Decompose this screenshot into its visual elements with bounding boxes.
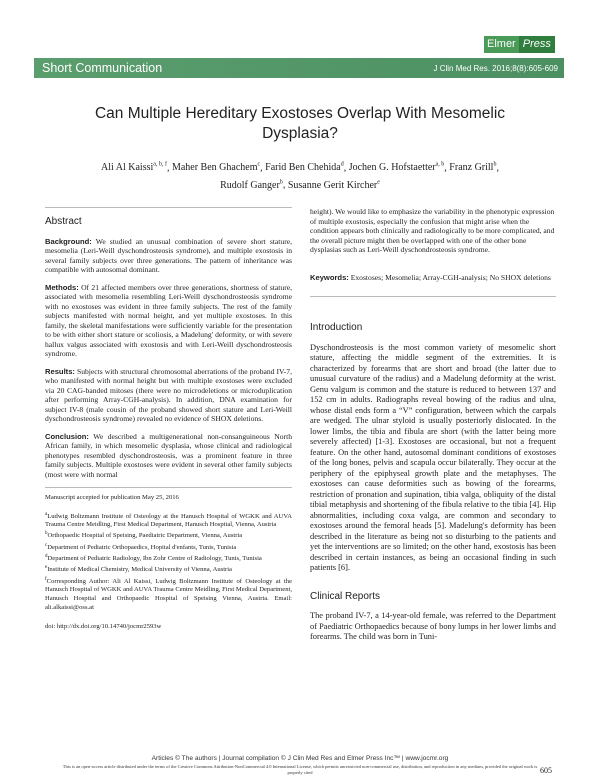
abstract-divider [45, 207, 292, 208]
journal-citation: J Clin Med Res. 2016;8(8):605-609 [433, 63, 558, 73]
affiliation: $^f$Corresponding Author: Ali Al Kaissi, Ludwig Boltzmann Institute of Osteology at the Hanusch Hospital of WGKK and AUVA Trauma Centre Meidling, First Medical Department, Hanusch Hospital and Orthopaedic Hospital of Speising Vienna, Austria. Email: ali.alkaissi@oss.at [45, 576, 292, 611]
affiliation: $^b$Orthopaedic Hospital of Speising, Paediatric Department, Vienna, Austria [45, 531, 243, 540]
author: Jochen G. Hofstaetter$^{a, b}$ [348, 162, 445, 174]
article-type: Short Communication [42, 61, 163, 75]
abstract-continuation: height). We would like to emphasize the variability in the phenotypic expression of multiple exostosis, especially the confusion that might arise when the condition appears both clinically and radiologically to be more complicated, and the overall picture might then be overlapped with one of the other bone dysplasias such as Leri-Weill dyschondrosteosis syndrome. [310, 207, 555, 254]
logo-part1: Elmer [484, 36, 519, 53]
author: Rudolf Ganger$^b$ [220, 179, 283, 191]
author: Susanne Gerit Kircher$^e$ [287, 179, 380, 191]
left-column [45, 207, 292, 632]
introduction-text: Dyschondrosteosis is the most common variety of mesomelic short stature, affecting the middle segment of the extremities. It is characterized by forearms that are short and broad (the latter due to unusual curvature of the radius) and a Madelung deformity at the wrist. Genu valgum is common and the stature is reduced to between 137 and 152 cm in adults. Radiographs reveal bowing of the radius and ulna, whose distal ends form a “V” configuration, between which the carpals are wedged. The ulnar styloid is usually posteriorly dislocated. In the lower limbs, the tibia and fibula are short (with the latter being more severely affected) [1-3]. Exostoses are occasional, but not a frequent feature. On the other hand, autosomal dominant conditions of exostoses of the long bones, pelvis and scapula occur bilaterally. They occur at the periphery of the epiphyseal growth plate and the metaphyses. The exostoses can cause deformities such as bowing of the forearms, restriction of pronation and supination, tibia valga, obliquity of the distal tibial metaphysis and shortening of the fibula relative to the tibia [4]. Hip abnormalities, including coxa valga, are common and secondary to exostoses around the femoral heads [5]. Madelung's deformity has been described in the literature as being not so disturbing to the patients and yet the interventions are so limited; on the other hand, exostosis has been described in certain instances, as being an occasional finding in such patients [6]. [310, 342, 556, 572]
manuscript-accepted: Manuscript accepted for publication May 25, 2016 [45, 487, 292, 503]
article-type-banner [34, 58, 564, 78]
right-column [310, 207, 556, 643]
author: Farid Ben Chehida$^d$ [265, 162, 344, 174]
abstract-background: Background: We studied an unusual combination of severe short stature, mesomelia (Leri-Weill dyschondrosteosis syndrome), and multiple exostosis in several family subjects over three generations. The pattern of inheritance was compatible with autosomal dominant. [45, 236, 292, 274]
author: Maher Ben Ghachem$^c$ [171, 162, 261, 174]
abstract-conclusion: Conclusion: We described a multigenerational non-consanguineous North African family, in which mesomelic dysplasia, whose clinical and radiological phenotypes resembled dyschondrosteosis, was a prominent feature in three family subjects. Multiple exostoses were evident in several other family subjects (most were with normal [45, 431, 292, 479]
clinical-reports-text: The proband IV-7, a 14-year-old female, was referred to the Department of Paediatric Orthopaedics because of bony lumps in her lower limbs and forearms. The child was born in Tuni- [310, 611, 556, 641]
logo-part2: Press [519, 36, 555, 53]
footer-license: This is an open-access article distributed under the terms of the Creative Commons Attribution-NonCommercial 4.0 International License, which permits unrestricted non-commercial use, distribution, and reproduction in any medium, provided the original work is properly cited [62, 764, 538, 775]
doi-link[interactable]: doi: http://dx.doi.org/10.14740/jocmr2593w [45, 623, 162, 631]
author: Franz Grill$^b$ [449, 162, 497, 174]
author-list: Ali Al Kaissi$^{a, b, f}$, Maher Ben Ghachem$^c$, Farid Ben Chehida$^d$, Jochen G. Hofstaetter$^{a, b}$, Franz Grill$^b$, Rudolf Ganger$^b$, Susanne Gerit Kircher$^e$ [101, 162, 499, 191]
affiliation: $^c$Department of Pediatric Orthopaedics, Hopital d'enfants, Tunis, Tunisia [45, 542, 237, 551]
publisher-logo [484, 36, 555, 53]
page-footer [60, 755, 540, 776]
affiliation: $^d$Department of Pediatric Radiology, Ibn Zohr Centre of Radiology, Tunis, Tunisia [45, 554, 262, 563]
keywords: Keywords: Exostoses; Mesomelia; Array-CGH-analysis; No SHOX deletions [310, 272, 551, 282]
abstract-methods: Methods: Of 21 affected members over three generations, shortness of stature, associated with mesomelia resembling Leri-Weill dyschondrosteosis syndrome with no exostoses was evident in three family subjects. The rest of the family subjects manifested with normal height, and yet multiple exostoses. In this family, the skeletal manifestations were sufficiently variable for the presentation to be with either short stature or scoliosis, a Madelung' deformity, or with severe hallux valgus associated with exostosis and with Leri-Weill dyschondrosteosis syndrome. [45, 282, 292, 358]
author: Ali Al Kaissi$^{a, b, f}$ [101, 162, 167, 174]
abstract-results: Results: Subjects with structural chromosomal aberrations of the proband IV-7, who manifested with normal height but with multiple exostoses were excluded via 20 CAG-banded mitoses (there were no microdeletions or microduplication after performing Array-CGH-analysis). In addition, DNA examination for subject IV-8 (male cousin of the proband showed short stature and Leri-Weill dyschondrosteosis syndrome) revealed no evidence of SHOX deletions. [45, 366, 292, 423]
section-divider [310, 296, 556, 297]
introduction-heading: Introduction [310, 322, 363, 333]
affiliations [45, 511, 292, 613]
abstract-heading: Abstract [45, 216, 82, 227]
footer-copyright: Articles © The authors | Journal compilation © J Clin Med Res and Elmer Press Inc™ | www.jocmr.org [151, 755, 449, 762]
clinical-reports-heading: Clinical Reports [310, 590, 381, 602]
affiliation: $^a$Ludwig Boltzmann Institute of Osteology at the Hanusch Hospital of WGKK and AUVA Trauma Centre Meidling, First Medical Department, Hanusch Hospital, Vienna, Austria [45, 511, 292, 529]
article-title: Can Multiple Hereditary Exostoses Overlap With Mesomelic Dysplasia? [94, 105, 506, 142]
affiliation: $^e$Institute of Medical Chemistry, Medical University of Vienna, Austria [45, 565, 232, 574]
page-number: 605 [540, 766, 552, 775]
